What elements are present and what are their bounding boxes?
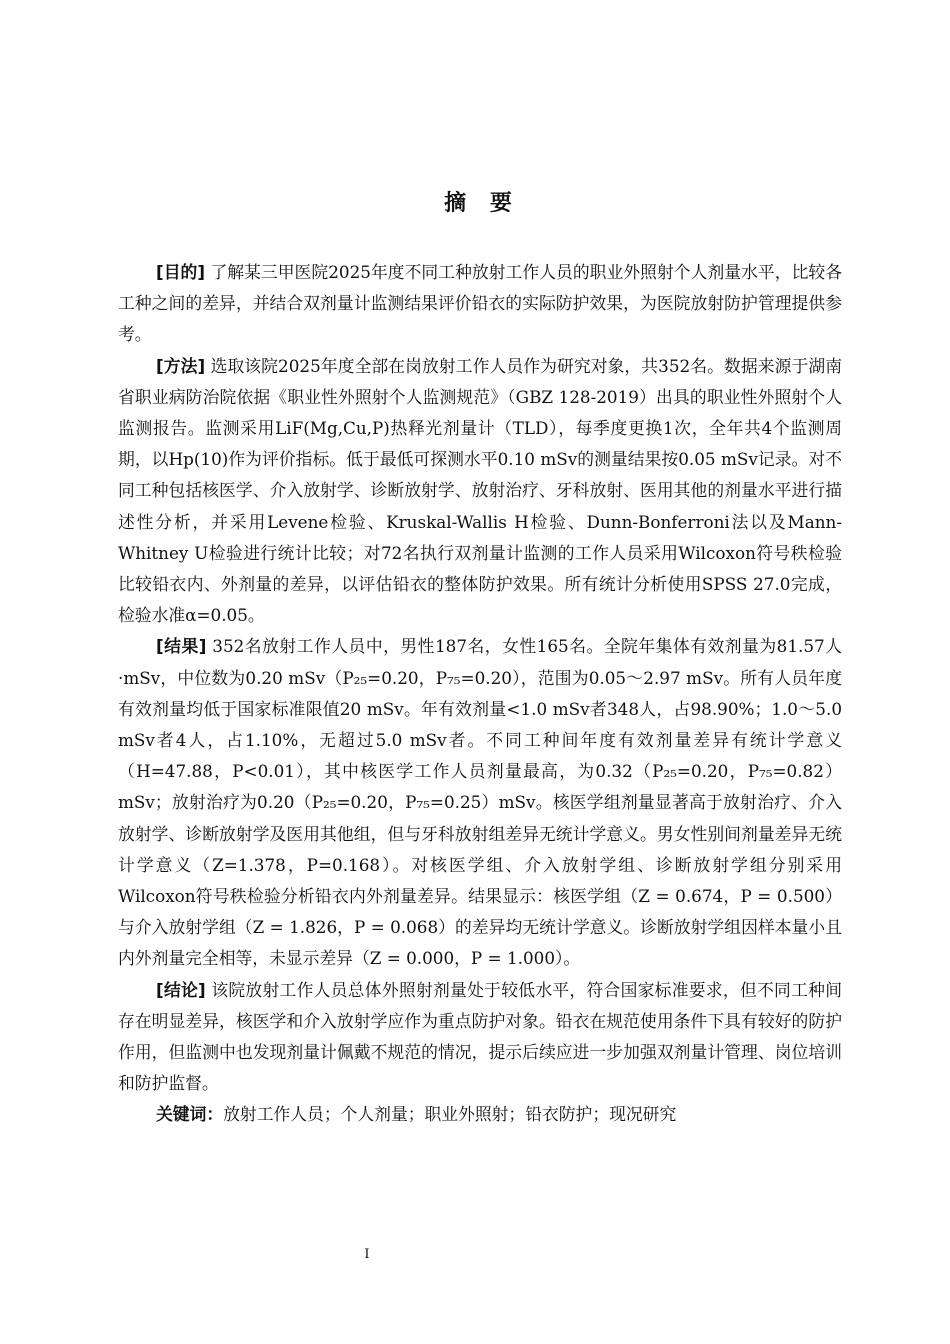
section-methods bbox=[118, 351, 842, 632]
abstract-title: 摘 要 bbox=[444, 191, 520, 216]
section-results bbox=[118, 631, 842, 974]
section-text-conclusion: 该院放射工作人员总体外照射剂量处于较低水平，符合国家标准要求，但不同工种间存在明显差异，核医学和介入放射学应作为重点防护对象。铅衣在规范使用条件下具有较好的防护作用，但监测中也发现剂量计佩戴不规范的情况，提示后续应进一步加强双剂量计管理、岗位培训和防护监督。 bbox=[118, 979, 842, 1094]
keywords-line bbox=[118, 1099, 842, 1130]
section-tag-conclusion: [结论] bbox=[156, 979, 206, 1000]
section-text-results: 352名放射工作人员中，男性187名，女性165名。全院年集体有效剂量为81.57人·mSv，中位数为0.20 mSv（P₂₅=0.20，P₇₅=0.20），范围为0.05～2.97 mSv。所有人员年度有效剂量均低于国家标准限值20 mSv。年有效剂量<1.0 mSv者348人，占98.90%；1.0～5.0 mSv者4人，占1.10%，无超过5.0 mSv者。不同工种间年度有效剂量差异有统计学意义（H=47.88，P<0.01），其中核医学工作人员剂量最高，为0.32（P₂₅=0.20，P₇₅=0.82）mSv；放射治疗为0.20（P₂₅=0.20，P₇₅=0.25）mSv。核医学组剂量显著高于放射治疗、介入放射学、诊断放射学及医用其他组，但与牙科放射组差异无统计学意义。男女性别间剂量差异无统计学意义（Z=1.378，P=0.168）。对核医学组、介入放射学组、诊断放射学组分别采用Wilcoxon符号秩检验分析铅衣内外剂量差异。结果显示：核医学组（Z = 0.674，P = 0.500）与介入放射学组（Z = 1.826，P = 0.068）的差异均无统计学意义。诊断放射学组因样本量小且内外剂量完全相等，未显示差异（Z = 0.000，P = 1.000）。 bbox=[118, 636, 842, 969]
section-tag-results: [结果] bbox=[156, 636, 207, 657]
section-objective bbox=[118, 257, 842, 351]
abstract-body bbox=[118, 257, 842, 1131]
page-number: I bbox=[364, 1247, 370, 1262]
section-text-objective: 了解某三甲医院2025年度不同工种放射工作人员的职业外照射个人剂量水平，比较各工种之间的差异，并结合双剂量计监测结果评价铅衣的实际防护效果，为医院放射防护管理提供参考。 bbox=[118, 262, 843, 345]
section-conclusion bbox=[118, 975, 842, 1100]
section-text-methods: 选取该院2025年度全部在岗放射工作人员作为研究对象，共352名。数据来源于湖南省职业病防治院依据《职业性外照射个人监测规范》（GBZ 128-2019）出具的职业性外照射个人监测报告。监测采用LiF(Mg,Cu,P)热释光剂量计（TLD），每季度更换1次，全年共4个监测周期，以Hp(10)作为评价指标。低于最低可探测水平0.10 mSv的测量结果按0.05 mSv记录。对不同工种包括核医学、介入放射学、诊断放射学、放射治疗、牙科放射、医用其他的剂量水平进行描述性分析，并采用Levene检验、Kruskal-Wallis H检验、Dunn-Bonferroni法以及Mann-Whitney U检验进行统计比较；对72名执行双剂量计监测的工作人员采用Wilcoxon符号秩检验比较铅衣内、外剂量的差异，以评估铅衣的整体防护效果。所有统计分析使用SPSS 27.0完成，检验水准α=0.05。 bbox=[118, 355, 842, 626]
keywords-text: 放射工作人员；个人剂量；职业外照射；铅衣防护；现况研究 bbox=[223, 1104, 677, 1125]
section-tag-objective: [目的] bbox=[156, 262, 206, 282]
keywords-label: 关键词： bbox=[156, 1104, 224, 1125]
section-tag-methods: [方法] bbox=[156, 355, 206, 376]
